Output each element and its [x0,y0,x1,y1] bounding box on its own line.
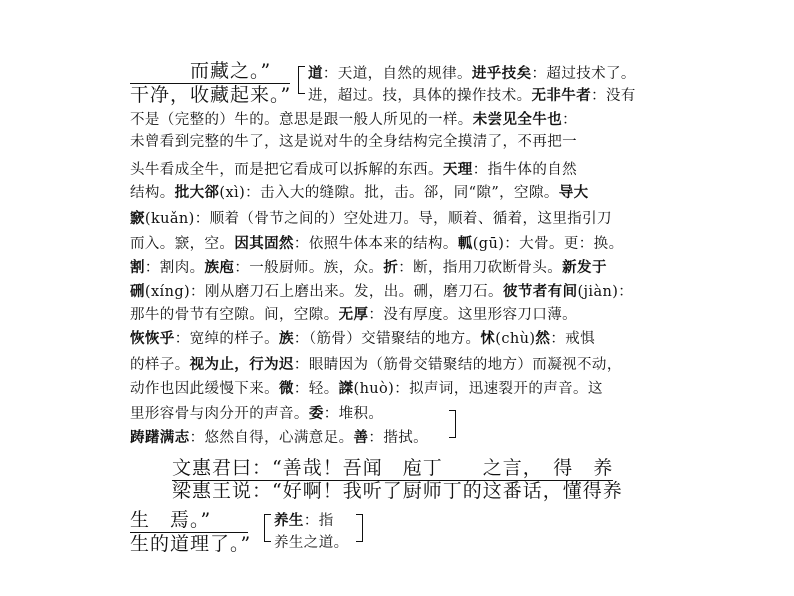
note-line: 窾(kuǎn)：顺着（骨节之间的）空处进刀。导，顺着、循着，这里指引刀 [130,211,612,227]
note-line: 道：天道，自然的规律。进乎技矣：超过技术了。 [308,66,636,82]
notes1-right-bracket [449,410,456,438]
note-line: 不是（完整的）牛的。意思是跟一般人所见的一样。未尝见全牛也： [130,112,578,128]
note-line: 而入。窾，空。因其固然：依照牛体本来的结构。軱(gū)：大骨。更：换。 [130,236,624,252]
notes2-line2: 养生之道。 [274,535,349,551]
note-line: 动作也因此缓慢下来。微：轻。謋(huò)：拟声词，迅速裂开的声音。这 [130,381,603,397]
notes2-right-bracket [356,514,363,542]
note-line: 进，超过。技，具体的操作技术。无非牛者：没有 [308,88,636,104]
notes1-left-bracket [298,66,305,94]
passage2-original: 文惠君曰：“善哉！吾闻 庖丁 之言， 得 养 [172,453,613,481]
passage2-translation-2: 生的道理了。” [130,533,252,555]
passage2-original-2: 生 焉。” [130,505,248,533]
notes2-left-bracket [264,514,271,542]
note-line: 踌躇满志：悠然自得，心满意足。善：揩拭。 [130,430,429,446]
note-line: 恢恢乎：宽绰的样子。族：（筋骨）交错聚结的地方。怵(chù)然：戒惧 [130,331,596,347]
passage1-translation: 干净，收藏起来。” [130,84,292,106]
note-line: 割：割肉。族庖：一般厨师。族，众。折：断，指用刀砍断骨头。新发于 [130,260,607,276]
passage1-original: 而藏之。” [130,56,290,84]
passage2-translation: 梁惠王说：“好啊！我听了厨师丁的这番话，懂得养 [172,480,623,502]
note-line: 未曾看到完整的牛了，这是说对牛的全身结构完全摸清了，不再把一 [130,134,577,150]
note-line: 的样子。视为止，行为迟：眼睛因为（筋骨交错聚结的地方）而凝视不动， [130,357,622,373]
note-line: 里形容骨与肉分开的声音。委：堆积。 [130,406,384,422]
note-line: 头牛看成全牛，而是把它看成可以拆解的东西。天理：指牛体的自然 [130,162,578,178]
note-line: 那牛的骨节有空隙。间，空隙。无厚：没有厚度。这里形容刀口薄。 [130,307,578,323]
note-line: 硎(xíng)：刚从磨刀石上磨出来。发，出。硎，磨刀石。彼节者有间(jiàn)： [130,284,634,300]
notes2-line1: 养生：指 [274,513,334,529]
note-line: 结构。批大郤(xì)：击入大的缝隙。批，击。郤，同“隙”，空隙。导大 [130,185,589,201]
